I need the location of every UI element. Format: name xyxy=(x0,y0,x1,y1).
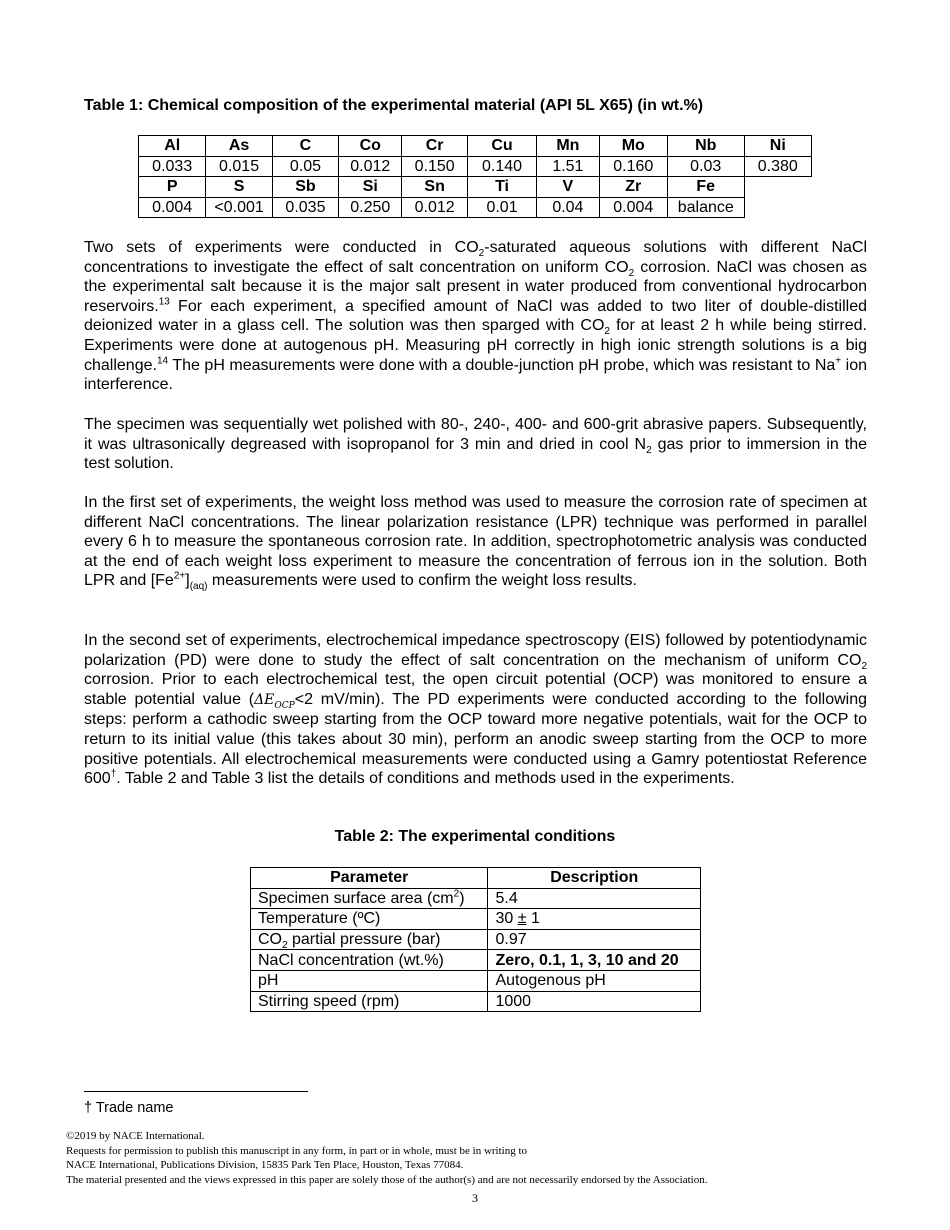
table1-cell: 0.012 xyxy=(402,197,467,218)
table1-cell: V xyxy=(537,177,599,198)
table1-cell: 0.150 xyxy=(402,156,467,177)
table1-row-elements-1 xyxy=(139,136,812,157)
table1-cell: 0.035 xyxy=(272,197,338,218)
text-run: ion interference. xyxy=(84,356,868,394)
table2-header-parameter: Parameter xyxy=(251,868,488,889)
subscript: 2 xyxy=(282,940,288,952)
table1-cell: 0.033 xyxy=(139,156,206,177)
text-run: -saturated aqueous solutions with different NaCl concentrations to investigate the effect of salt concentration on uniform CO xyxy=(84,239,868,276)
table1-cell: 0.250 xyxy=(339,197,402,218)
table2-header-description: Description xyxy=(488,868,701,889)
table1-empty-cell xyxy=(744,177,811,198)
table1-row-elements-2 xyxy=(139,177,812,198)
text-run: In the second set of experiments, electrochemical impedance spectroscopy (EIS) followed by potentiodynamic polarization (PD) were done to study the effect of salt concentration on the mechanism of uniform CO xyxy=(84,632,867,669)
table1-cell: Al xyxy=(139,136,206,157)
subscript: (aq) xyxy=(189,581,208,593)
table2-row xyxy=(251,909,701,930)
subscript: 2 xyxy=(478,248,485,260)
table2-cell: 5.4 xyxy=(488,888,701,909)
table2-cell xyxy=(488,909,701,930)
table1-cell: C xyxy=(272,136,338,157)
text-run: 30 xyxy=(495,910,518,928)
page-number: 3 xyxy=(472,1191,478,1205)
subscript: 2 xyxy=(646,444,652,456)
table1-cell: Co xyxy=(339,136,402,157)
math-subscript: OCP xyxy=(274,700,295,711)
table1-cell: 0.05 xyxy=(272,156,338,177)
table2-cell xyxy=(251,888,488,909)
paragraph-co2-experiments xyxy=(84,238,867,395)
table1 xyxy=(138,135,812,218)
text-run: . Table 2 and Table 3 list the details of conditions and methods used in the experiments. xyxy=(116,770,735,788)
text-run: <2 mV/min). The PD experiments were conducted according to the following steps: perform a cathodic sweep starting from the OCP toward more negative potentials, wait for the OCP to return to its initial value (this takes about 30 min), perform an anodic sweep starting from the OCP to more positive potentials. All electrochemical measurements were conducted using a Gamry potentiostat Reference 600 xyxy=(84,690,867,788)
table2-cell: Temperature (ºC) xyxy=(251,909,488,930)
table1-cell: 0.03 xyxy=(667,156,744,177)
text-run: for at least 2 h while being stirred. Experiments were done at autogenous pH. Measuring pH correctly in high ionic strength solutions is a big challenge. xyxy=(84,317,867,374)
table1-cell: As xyxy=(206,136,272,157)
subscript: 2 xyxy=(628,267,635,279)
table2-cell: Zero, 0.1, 1, 3, 10 and 20 xyxy=(488,950,701,971)
table1-cell: Nb xyxy=(667,136,744,157)
table2-cell: Stirring speed (rpm) xyxy=(251,991,488,1012)
text-run: 1 xyxy=(526,910,540,928)
paragraph-electrochemical xyxy=(84,631,867,789)
table1-cell: 0.004 xyxy=(599,197,667,218)
table2-caption: Table 2: The experimental conditions xyxy=(334,828,616,845)
dagger-superscript: † xyxy=(110,768,117,780)
copyright-line: ©2019 by NACE International. xyxy=(66,1130,205,1142)
table2-cell: NaCl concentration (wt.%) xyxy=(251,950,488,971)
citation-superscript: 13 xyxy=(158,296,170,308)
superscript: + xyxy=(835,355,842,367)
table1-cell: Cr xyxy=(402,136,467,157)
table1-cell: Fe xyxy=(667,177,744,198)
table1-row-values-2 xyxy=(139,197,812,218)
table1-cell: 0.015 xyxy=(206,156,272,177)
subscript: 2 xyxy=(604,326,610,338)
table1-cell: 0.01 xyxy=(467,197,536,218)
table2-row xyxy=(251,888,701,909)
table1-cell: 0.380 xyxy=(744,156,811,177)
table2-row xyxy=(251,929,701,950)
table1-cell: Si xyxy=(339,177,402,198)
subscript: 2 xyxy=(861,660,867,672)
table1-cell: balance xyxy=(667,197,744,218)
table2-row xyxy=(251,950,701,971)
table1-cell: S xyxy=(206,177,272,198)
table1-row-values-1 xyxy=(139,156,812,177)
text-run: For each experiment, a specified amount of NaCl was added to two liter of double-distilled deionized water in a glass cell. The solution was then sparged with CO xyxy=(84,297,867,335)
superscript: 2+ xyxy=(173,571,186,583)
table1-cell: 1.51 xyxy=(537,156,599,177)
text-run: measurements were used to confirm the weight loss results. xyxy=(207,572,637,590)
disclaimer-line: The material presented and the views expressed in this paper are solely those of the author(s) and are not necessarily endorsed by the Association. xyxy=(66,1173,708,1186)
address-line: NACE International, Publications Division, 15835 Park Ten Place, Houston, Texas 77084. xyxy=(66,1159,464,1171)
table2-cell: pH xyxy=(251,970,488,991)
table1-cell: 0.160 xyxy=(599,156,667,177)
table1-caption: Table 1: Chemical composition of the experimental material (API 5L X65) (in wt.%) xyxy=(84,97,704,114)
table1-cell: 0.004 xyxy=(139,197,206,218)
table2-cell: Autogenous pH xyxy=(488,970,701,991)
table1-cell: P xyxy=(139,177,206,198)
text-run: The pH measurements were done with a double-junction pH probe, which was resistant to Na xyxy=(168,356,836,374)
table1-cell: Ni xyxy=(744,136,811,157)
footnote-trade-name: † Trade name xyxy=(84,1100,174,1116)
text-run: The specimen was sequentially wet polished with 80-, 240-, 400- and 600-grit abrasive papers. Subsequently, it was ultrasonically degreased with isopropanol for 3 min and dried in cool N xyxy=(84,416,867,453)
table1-cell: Cu xyxy=(467,136,536,157)
table2-cell: 0.97 xyxy=(488,929,701,950)
table2-header-row xyxy=(251,868,701,889)
table2-row xyxy=(251,991,701,1012)
table1-cell: Ti xyxy=(467,177,536,198)
table1-empty-cell xyxy=(744,197,811,218)
text-run: ] xyxy=(185,572,190,590)
text-run: Two sets of experiments were conducted in CO xyxy=(84,239,479,256)
text-run: CO xyxy=(258,931,282,949)
paragraph-weight-loss xyxy=(84,493,867,591)
table1-cell: Zr xyxy=(599,177,667,198)
table1-cell: Mo xyxy=(599,136,667,157)
paragraph-specimen-prep xyxy=(84,415,867,474)
math-delta-e-ocp xyxy=(254,691,295,711)
copyright-notice xyxy=(66,1129,707,1187)
text-run: partial pressure (bar) xyxy=(287,931,441,949)
table1-cell: 0.012 xyxy=(339,156,402,177)
text-run: Specimen surface area (cm xyxy=(258,889,454,907)
table2-cell: 1000 xyxy=(488,991,701,1012)
table1-cell: 0.140 xyxy=(467,156,536,177)
superscript: 2 xyxy=(453,888,460,900)
table2-row xyxy=(251,970,701,991)
text-run: In the first set of experiments, the weight loss method was used to measure the corrosion rate of specimen at different NaCl concentrations. The linear polarization resistance (LPR) technique was performed in parallel every 6 h to measure the spontaneous corrosion rate. In addition, spectrophotometric analysis was conducted at the end of each weight loss experiment to measure the concentration of ferrous ion in the solution. Both LPR and [Fe xyxy=(84,494,867,590)
text-run: gas prior to immersion in the test solution. xyxy=(84,435,867,473)
table1-cell: 0.04 xyxy=(537,197,599,218)
citation-superscript: 14 xyxy=(156,355,169,367)
table1-cell: Mn xyxy=(537,136,599,157)
text-run: corrosion. Prior to each electrochemical test, the open circuit potential (OCP) was monitored to ensure a stable potential value ( xyxy=(84,671,867,708)
text-run: corrosion. NaCl was chosen as the experimental salt because it is the major salt present in water produced from conventional hydrocarbon reservoirs. xyxy=(84,258,868,315)
footnote-divider xyxy=(84,1091,308,1092)
permission-line: Requests for permission to publish this manuscript in any form, in part or in whole, must be in writing to xyxy=(66,1144,528,1157)
table1-cell: Sb xyxy=(272,177,338,198)
table2-cell xyxy=(251,929,488,950)
table1-cell: <0.001 xyxy=(206,197,272,218)
table2 xyxy=(250,867,701,1012)
math-symbol: ΔE xyxy=(254,691,275,708)
plus-minus-sign: ± xyxy=(517,910,527,928)
text-run: ) xyxy=(459,889,465,907)
table1-cell: Sn xyxy=(402,177,467,198)
